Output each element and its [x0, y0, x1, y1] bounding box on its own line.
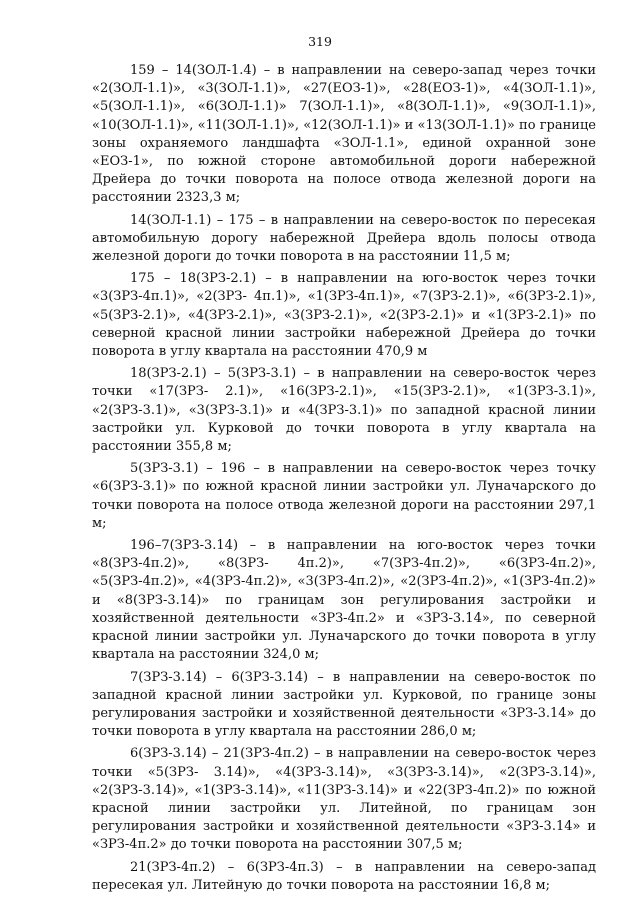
paragraph: 175 – 18(ЗРЗ-2.1) – в направлении на юго-восток через точки «3(ЗРЗ-4п.1)», «2(ЗРЗ- 4п.1)», «1(ЗРЗ-4п.1)», «7(ЗРЗ-2.1)», «6(ЗРЗ-2.1)», «5(ЗРЗ-2.1)», «4(ЗРЗ-2.1)», «3(ЗРЗ-2.1)», «2(ЗРЗ-2.1)» и «1(ЗРЗ-2.1)» по северной красной линии застройки набережной Дрейера до точки поворота в углу квартала на расстоянии 470,9 м	[92, 271, 596, 360]
paragraph: 5(ЗРЗ-3.1) – 196 – в направлении на северо-восток через точку «6(ЗРЗ-3.1)» по южной красной линии застройки ул. Луначарского до точки поворота на полосе отвода железной дороги на расстоянии 297,1 м;	[92, 461, 596, 531]
paragraph: 196–7(ЗРЗ-3.14) – в направлении на юго-восток через точки «8(ЗРЗ-4п.2)», «8(ЗРЗ- 4п.2)», «7(ЗРЗ-4п.2)», «6(ЗРЗ-4п.2)», «5(ЗРЗ-4п.2)», «4(ЗРЗ-4п.2)», «3(ЗРЗ-4п.2)», «2(ЗРЗ-4п.2)», «1(ЗРЗ-4п.2)» и «8(ЗРЗ-3.14)» по границам зон регулирования застройки и хозяйственной деятельности «ЗРЗ-4п.2» и «ЗРЗ-3.14», по северной красной линии застройки ул. Луначарского до точки поворота в углу квартала на расстоянии 324,0 м;	[92, 538, 596, 663]
document-body	[92, 62, 596, 899]
paragraph: 6(ЗРЗ-3.14) – 21(ЗРЗ-4п.2) – в направлении на северо-восток через точки «5(ЗРЗ- 3.14)», «4(ЗРЗ-3.14)», «3(ЗРЗ-3.14)», «2(ЗРЗ-3.14)», «2(ЗРЗ-3.14)», «1(ЗРЗ-3.14)», «11(ЗРЗ-3.14)» и «22(ЗРЗ-4п.2)» по южной красной линии застройки ул. Литейной, по границам зон регулирования застройки и хозяйственной деятельности «ЗРЗ-3.14» и «ЗРЗ-4п.2» до точки поворота на расстоянии 307,5 м;	[92, 746, 596, 853]
paragraph: 14(ЗОЛ-1.1) – 175 – в направлении на северо-восток по пересекая автомобильную дорогу набережной Дрейера вдоль полосы отвода железной дороги до точки поворота в на расстоянии 11,5 м;	[92, 212, 596, 265]
paragraph: 159 – 14(ЗОЛ-1.4) – в направлении на северо-запад через точки «2(ЗОЛ-1.1)», «3(ЗОЛ-1.1)», «27(ЕОЗ-1)», «28(ЕОЗ-1)», «4(ЗОЛ-1.1)», «5(ЗОЛ-1.1)», «6(ЗОЛ-1.1)» 7(ЗОЛ-1.1)», «8(ЗОЛ-1.1)», «9(ЗОЛ-1.1)», «10(ЗОЛ-1.1)», «11(ЗОЛ-1.1)», «12(ЗОЛ-1.1)» и «13(ЗОЛ-1.1)» по границе зоны охраняемого ландшафта «ЗОЛ-1.1», единой охранной зоне «ЕОЗ-1», по южной стороне автомобильной дороги набережной Дрейера до точки поворота на полосе отвода железной дороги на расстоянии 2323,3 м;	[92, 63, 596, 206]
paragraph: 21(ЗРЗ-4п.2) – 6(ЗРЗ-4п.3) – в направлении на северо-запад пересекая ул. Литейную до точки поворота на расстоянии 16,8 м;	[92, 859, 596, 893]
page-number: 319	[308, 34, 332, 49]
paragraph: 7(ЗРЗ-3.14) – 6(ЗРЗ-3.14) – в направлении на северо-восток по западной красной линии застройки ул. Курковой, по границе зоны регулирования застройки и хозяйственной деятельности «ЗРЗ-3.14» до точки поворота в углу квартала на расстоянии 286,0 м;	[92, 669, 596, 740]
paragraph: 18(ЗРЗ-2.1) – 5(ЗРЗ-3.1) – в направлении на северо-восток через точки «17(ЗРЗ- 2.1)», «16(ЗРЗ-2.1)», «15(ЗРЗ-2.1)», «1(ЗРЗ-3.1)», «2(ЗРЗ-3.1)», «3(ЗРЗ-3.1)» и «4(ЗРЗ-3.1)» по западной красной линии застройки ул. Курковой до точки поворота в углу квартала на расстоянии 355,8 м;	[92, 366, 596, 455]
